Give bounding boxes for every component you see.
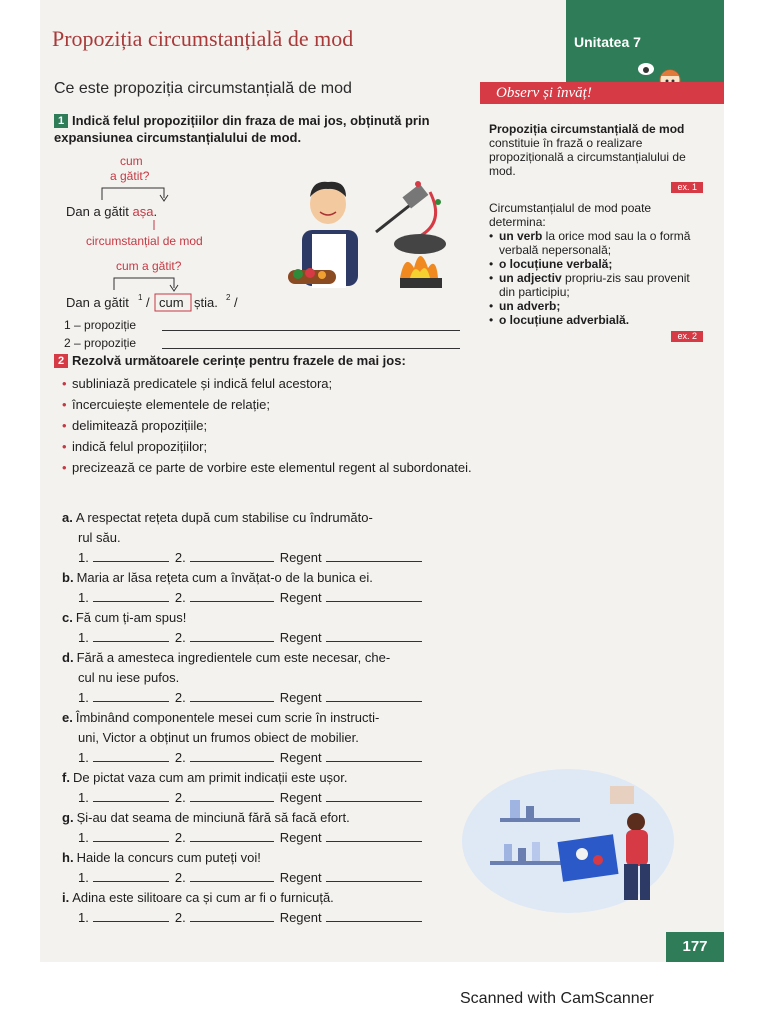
page-number: 177 — [666, 932, 724, 962]
instruction-text: Rezolvă următoarele cerințe pentru frazele de mai jos: — [72, 353, 406, 368]
regent-blank[interactable] — [326, 548, 422, 562]
list-item: • încercuiește elementele de relație; — [62, 394, 472, 415]
regent-label: Regent — [279, 750, 322, 765]
answer-label-2: 2. — [174, 550, 186, 565]
sentence1-end: . — [153, 204, 158, 219]
exercise-item — [62, 708, 474, 768]
exercise-sentence — [62, 568, 474, 588]
determination-list — [489, 229, 703, 327]
exercise-sentence — [62, 608, 474, 628]
diagram-expansion — [54, 150, 284, 320]
answer-blank-2[interactable] — [190, 688, 274, 702]
regent-blank[interactable] — [326, 828, 422, 842]
list-item: • un adverb; — [489, 299, 703, 313]
item-letter: e. — [62, 710, 73, 725]
exercise-item — [62, 848, 474, 888]
answer-row — [78, 748, 474, 768]
answer-label-1: 1. — [78, 830, 89, 845]
intro: Circumstanțialul de mod poate determina: — [489, 201, 652, 229]
answer-label-1: 1. — [78, 790, 89, 805]
sentence1-word: așa — [132, 204, 154, 219]
answer-blank-1[interactable] — [93, 828, 169, 842]
list-item: • precizează ce parte de vorbire este elementul regent al subordonatei. — [62, 457, 472, 478]
exercise-item — [62, 808, 474, 848]
answer-blank-1[interactable] — [93, 628, 169, 642]
exercise-sentence — [62, 768, 474, 788]
answer-label-1: 1. — [78, 630, 89, 645]
painter-illustration — [460, 766, 676, 916]
chef-illustration — [280, 172, 450, 304]
sup-1: 1 — [138, 293, 143, 302]
item-text: Haide la concurs cum puteți voi! — [76, 850, 261, 865]
answer-label-1: 1. — [78, 690, 89, 705]
list-item: • subliniază predicatele și indică felul acestora; — [62, 373, 472, 394]
question-a-gatit: a gătit? — [110, 169, 150, 183]
regent-label: Regent — [279, 690, 322, 705]
answer-label-2: 2. — [174, 910, 186, 925]
answer-label-2: 2. — [174, 750, 186, 765]
ex1-tag: ex. 1 — [671, 182, 703, 193]
answer-blank-1[interactable] — [93, 868, 169, 882]
answer-row — [78, 788, 474, 808]
item-letter: b. — [62, 570, 74, 585]
prop2-answer-line[interactable] — [162, 348, 460, 349]
item-text: Adina este silitoare ca și cum ar fi o furnicuță. — [72, 890, 334, 905]
answer-row — [78, 548, 474, 568]
exercise-item — [62, 508, 474, 568]
exercise-sentence — [62, 508, 474, 528]
answer-blank-1[interactable] — [93, 688, 169, 702]
answer-label-1: 1. — [78, 590, 89, 605]
list-item: • o locuțiune adverbială. — [489, 313, 703, 327]
label-circumstantial: circumstanțial de mod — [86, 234, 203, 248]
answer-label-2: 2. — [174, 630, 186, 645]
regent-label: Regent — [279, 550, 322, 565]
regent-blank[interactable] — [326, 588, 422, 602]
prop1-answer-line[interactable] — [162, 330, 460, 331]
ex2-tag: ex. 2 — [671, 331, 703, 342]
list-item: • o locuțiune verbală; — [489, 257, 703, 271]
exercise-item — [62, 608, 474, 648]
exercise-number: 2 — [54, 354, 68, 368]
answer-label-2: 2. — [174, 830, 186, 845]
answer-label-2: 2. — [174, 690, 186, 705]
svg-text:Dan a gătit așa. — [66, 204, 157, 219]
regent-blank[interactable] — [326, 628, 422, 642]
answer-label-2: 2. — [174, 790, 186, 805]
sentence2-cum: cum — [159, 295, 184, 310]
answer-label-2: 2. — [174, 870, 186, 885]
answer-row — [78, 868, 474, 888]
item-letter: g. — [62, 810, 74, 825]
answer-blank-1[interactable] — [93, 548, 169, 562]
exercise-item — [62, 568, 474, 608]
item-text-continued: cul nu iese pufos. — [78, 670, 180, 685]
slash-2: / — [234, 295, 238, 310]
item-letter: f. — [62, 770, 70, 785]
regent-blank[interactable] — [326, 688, 422, 702]
item-text: Fără a amesteca ingredientele cum este necesar, che- — [76, 650, 391, 665]
answer-row — [78, 908, 474, 928]
list-item: • delimitează propozițiile; — [62, 415, 472, 436]
exercise-number: 1 — [54, 114, 68, 128]
exercise-item — [62, 648, 474, 708]
item-letter: a. — [62, 510, 73, 525]
list-item: • un adjectiv propriu-zis sau provenit din participiu; — [489, 271, 703, 299]
theory-sidebar — [489, 122, 703, 342]
regent-blank[interactable] — [326, 868, 422, 882]
scanner-footer: Scanned with CamScanner — [460, 990, 654, 1007]
definition-rest: constituie în frază o realizare propozițională a circumstanțialului de mod. — [489, 136, 686, 178]
exercise-2-items — [62, 508, 474, 928]
textbook-page — [40, 0, 724, 962]
item-text: A respectat rețeta după cum stabilise cu îndrumăto- — [75, 510, 373, 525]
answer-blank-1[interactable] — [93, 748, 169, 762]
sentence2-part1: Dan a gătit — [66, 295, 129, 310]
sup-2: 2 — [226, 293, 231, 302]
question-2: cum a gătit? — [116, 259, 182, 273]
section-subtitle: Ce este propoziția circumstanțială de mod — [54, 80, 352, 97]
slash-1: / — [146, 295, 150, 310]
list-item: • un verb la orice mod sau la o formă verbală nepersonală; — [489, 229, 703, 257]
exercise-item — [62, 768, 474, 808]
answer-row — [78, 828, 474, 848]
answer-blank-1[interactable] — [93, 908, 169, 922]
answer-label-1: 1. — [78, 870, 89, 885]
regent-blank[interactable] — [326, 788, 422, 802]
exercise-1-instruction — [54, 112, 474, 146]
exercise-sentence — [62, 888, 474, 908]
exercise-sentence — [62, 848, 474, 868]
exercise-sentence — [62, 648, 474, 668]
item-text-continued: rul său. — [78, 530, 121, 545]
regent-blank[interactable] — [326, 748, 422, 762]
answer-blank-2[interactable] — [190, 628, 274, 642]
regent-label: Regent — [279, 910, 322, 925]
item-letter: i. — [62, 890, 70, 905]
item-letter: h. — [62, 850, 74, 865]
observ-label: Observ și învăț! — [496, 85, 592, 101]
instruction-text: Indică felul propozițiilor din fraza de mai jos, obținută prin expansiunea circumstanțialului de mod. — [54, 113, 430, 145]
item-text: De pictat vaza cum am primit indicații este ușor. — [72, 770, 348, 785]
answer-blank-1[interactable] — [93, 588, 169, 602]
item-text-continued: uni, Victor a obținut un frumos obiect de mobilier. — [78, 730, 359, 745]
sentence2-part2: știa. — [194, 295, 218, 310]
regent-label: Regent — [279, 590, 322, 605]
answer-row — [78, 688, 474, 708]
definition-bold: Propoziția circumstanțială de mod — [489, 122, 685, 136]
answer-blank-2[interactable] — [190, 588, 274, 602]
answer-row — [78, 588, 474, 608]
regent-label: Regent — [279, 790, 322, 805]
exercise-sentence — [62, 708, 474, 728]
item-text: Și-au dat seama de minciună fără să facă efort. — [76, 810, 350, 825]
answer-label-1: 1. — [78, 750, 89, 765]
regent-label: Regent — [279, 870, 322, 885]
question-cum: cum — [120, 154, 143, 168]
item-text: Îmbinând componentele mesei cum scrie în instructi- — [75, 710, 380, 725]
list-item: • indică felul propozițiilor; — [62, 436, 472, 457]
regent-label: Regent — [279, 630, 322, 645]
item-text: Fă cum ți-am spus! — [75, 610, 187, 625]
item-letter: c. — [62, 610, 73, 625]
regent-blank[interactable] — [326, 908, 422, 922]
item-text: Maria ar lăsa rețeta cum a învățat-o de la bunica ei. — [76, 570, 373, 585]
requirements-list — [62, 373, 472, 478]
answer-blank-2[interactable] — [190, 748, 274, 762]
prop1-label: 1 – propoziție — [64, 318, 137, 332]
exercise-item — [62, 888, 474, 928]
exercise-2-instruction — [54, 350, 474, 371]
item-letter: d. — [62, 650, 74, 665]
answer-blank-2[interactable] — [190, 548, 274, 562]
answer-blank-2[interactable] — [190, 908, 274, 922]
answer-label-1: 1. — [78, 910, 89, 925]
answer-blank-2[interactable] — [190, 868, 274, 882]
answer-blank-2[interactable] — [190, 788, 274, 802]
answer-row — [78, 628, 474, 648]
answer-label-1: 1. — [78, 550, 89, 565]
exercise-sentence — [62, 808, 474, 828]
sentence1-start: Dan a gătit — [66, 204, 133, 219]
answer-blank-2[interactable] — [190, 828, 274, 842]
answer-label-2: 2. — [174, 590, 186, 605]
answer-blank-1[interactable] — [93, 788, 169, 802]
unit-label: Unitatea 7 — [574, 34, 641, 50]
regent-label: Regent — [279, 830, 322, 845]
page-title: Propoziția circumstanțială de mod — [52, 26, 354, 51]
prop2-label: 2 – propoziție — [64, 336, 137, 350]
definition — [489, 122, 703, 178]
